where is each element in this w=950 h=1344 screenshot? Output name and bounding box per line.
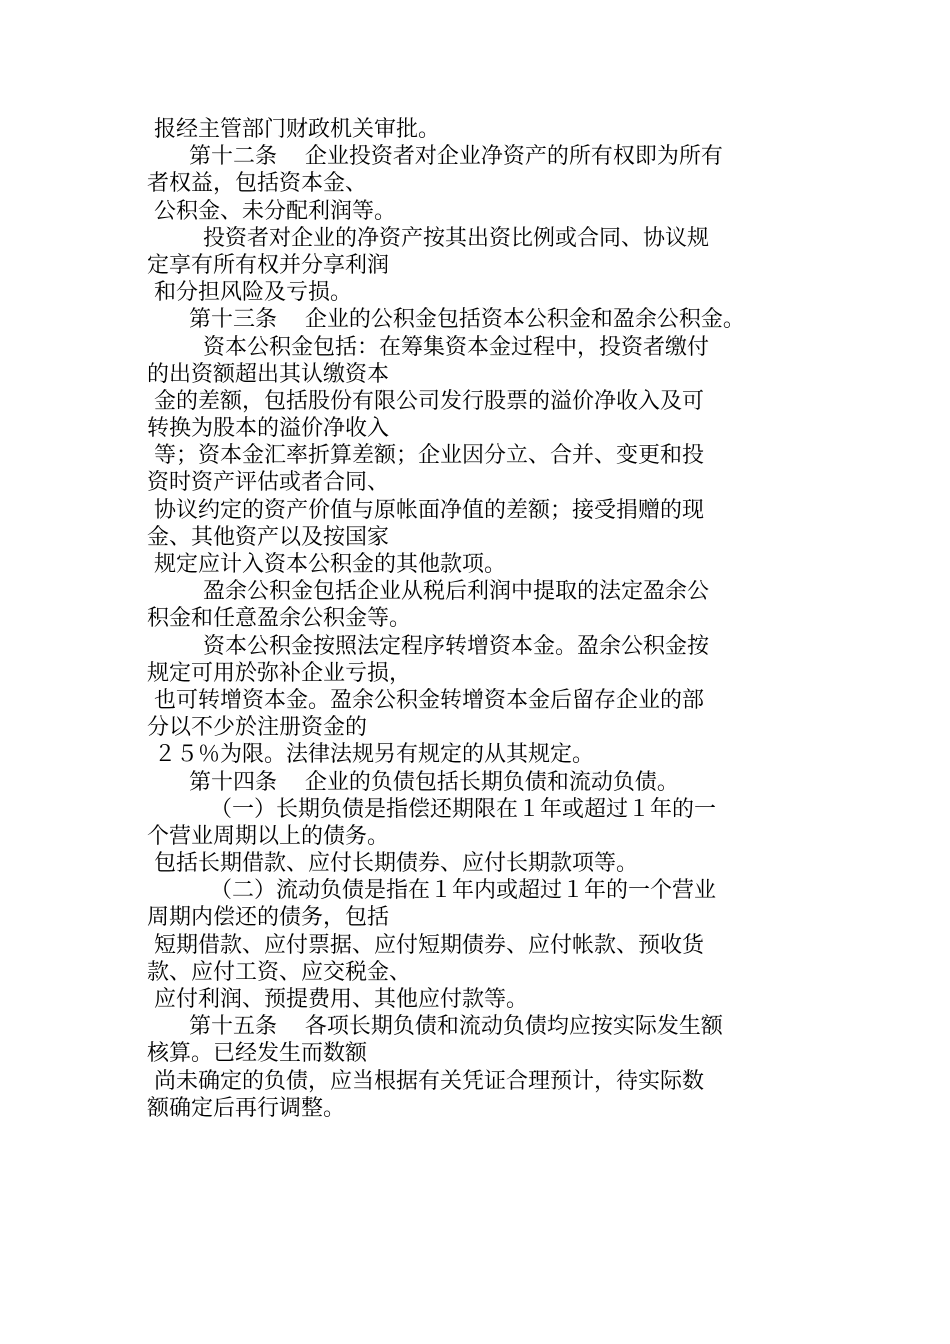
text-line: （二）流动负债是指在１年内或超过１年的一个营业 [147, 878, 716, 904]
text-line: 核算。已经发生而数额 [147, 1041, 368, 1067]
text-line: 应付利润、预提费用、其他应付款等。 [147, 987, 528, 1012]
text-line: 额确定后再行调整。 [147, 1095, 346, 1121]
text-line: 周期内偿还的债务，包括 [147, 905, 390, 931]
text-line: 协议约定的资产价值与原帐面净值的差额；接受捐赠的现 [147, 497, 704, 523]
text-line: 的出资额超出其认缴资本 [147, 361, 390, 387]
text-line: 金、其他资产以及按国家 [147, 524, 390, 550]
text-line: 定享有所有权并分享利润 [147, 252, 390, 278]
text-line: 也可转增资本金。盈余公积金转增资本金后留存企业的部 [147, 687, 704, 713]
text-line: 规定可用於弥补企业亏损， [147, 660, 412, 686]
text-line: 金的差额，包括股份有限公司发行股票的溢价净收入及可 [147, 388, 704, 414]
text-line: 转换为股本的溢价净收入 [147, 416, 390, 442]
text-line: ２５％为限。法律法规另有规定的从其规定。 [147, 742, 594, 768]
text-line: 第十三条 企业的公积金包括资本公积金和盈余公积金。 [147, 307, 745, 333]
text-line: 和分担风险及亏损。 [147, 280, 352, 306]
text-line: 报经主管部门财政机关审批。 [147, 117, 440, 142]
text-line: 包括长期借款、应付长期债券、应付长期款项等。 [147, 851, 638, 877]
text-line: 短期借款、应付票据、应付短期债券、应付帐款、预收货 [147, 932, 704, 958]
text-line: 积金和任意盈余公积金等。 [147, 606, 412, 632]
text-line: 分以不少於注册资金的 [147, 715, 368, 741]
text-line: 者权益，包括资本金、 [147, 171, 368, 197]
text-line: 盈余公积金包括企业从税后利润中提取的法定盈余公 [147, 579, 709, 605]
text-line: 第十二条 企业投资者对企业净资产的所有权即为所有 [147, 144, 723, 170]
text-line: 第十四条 企业的负债包括长期负债和流动负债。 [147, 769, 679, 795]
text-line: 资本公积金按照法定程序转增资本金。盈余公积金按 [147, 633, 709, 659]
text-line: 投资者对企业的净资产按其出资比例或合同、协议规 [147, 225, 709, 251]
text-line: 款、应付工资、应交税金、 [147, 959, 412, 985]
text-line: 公积金、未分配利润等。 [147, 198, 396, 224]
text-line: 资时资产评估或者合同、 [147, 470, 390, 496]
text-line: 个营业周期以上的债务。 [147, 823, 390, 849]
text-line: 等；资本金汇率折算差额；企业因分立、合并、变更和投 [147, 443, 704, 469]
text-line: 尚未确定的负债，应当根据有关凭证合理预计，待实际数 [147, 1068, 704, 1094]
text-line: （一）长期负债是指偿还期限在１年或超过１年的一 [147, 796, 716, 822]
text-line: 资本公积金包括：在筹集资本金过程中，投资者缴付 [147, 334, 709, 360]
text-line: 规定应计入资本公积金的其他款项。 [147, 552, 506, 577]
document-body [147, 116, 847, 1122]
text-line: 第十五条 各项长期负债和流动负债均应按实际发生额 [147, 1014, 723, 1040]
